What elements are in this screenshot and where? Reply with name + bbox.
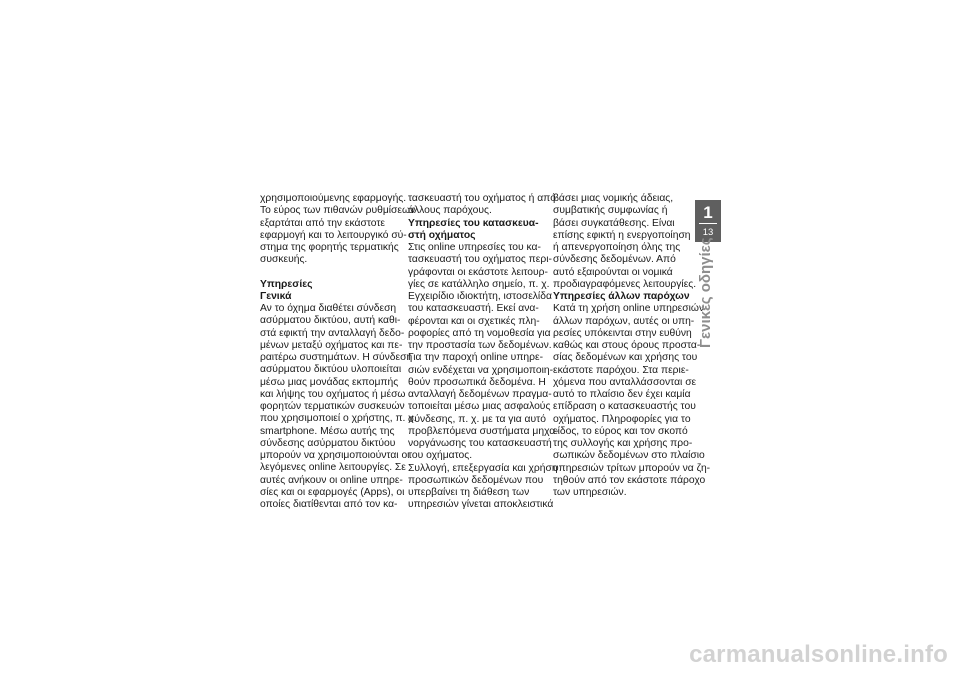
text-line: Για την παροχή online υπηρε- [408,352,544,364]
text-line: Στις online υπηρεσίες του κα- [408,242,541,253]
section-heading: Υπηρεσίες άλλων παρόχων [553,291,690,302]
text-line: τηθούν από τον εκάστοτε πάροχο [553,474,706,486]
text-line: είδος, το εύρος και τον σκοπό [553,425,688,437]
text-line: της συλλογής και χρήσης προ- [553,438,693,449]
text-line: θούν προσωπικά δεδομένα. Η [408,376,546,388]
text-line: χρησιμοποιούμενης εφαρμογής. [260,193,407,204]
text-line: νοργάνωσης του κατασκευαστή [408,438,552,449]
text-line: φορητών τερματικών συσκευών [260,401,405,412]
text-line: υπερβαίνει τη διάθεση των [408,487,530,498]
text-line: αυτό εξαιρούνται οι νομικά [553,266,673,278]
text-line: τοποιείται μέσω μιας ασφαλούς [408,401,551,413]
text-line: σύνδεσης ασύρματου δικτύου [260,437,396,449]
text-line: που χρησιμοποιεί ο χρήστης, π. χ. [260,413,417,425]
text-line: υπηρεσιών τρίτων μπορούν να ζη- [553,462,711,474]
text-line: smartphone. Μέσω αυτής της [260,425,395,437]
chapter-number: 1 [703,203,713,222]
text-line: ανταλλαγή δεδομένων πραγμα- [408,389,552,400]
text-line: Το εύρος των πιθανών ρυθμίσεων [260,205,416,217]
text-line: αυτές ανήκουν οι online υπηρε- [260,474,403,486]
text-line: στημα της φορητής τερματικής [260,242,399,253]
text-line: βάσει συγκατάθεσης. Είναι [553,217,675,229]
text-line: εξαρτάται από την εκάστοτε [260,217,386,229]
text-line: συμβατικής συμφωνίας ή [553,205,668,217]
text-line: σιών ενδέχεται να χρησιμοποιη- [408,364,554,376]
text-line: ασύρματου δικτύου, αυτή καθι- [260,315,401,327]
text-line: τασκευαστή του οχήματος ή από [408,193,557,204]
text-line: Κατά τη χρήση online υπηρεσιών [553,303,705,315]
text-line: γράφονται οι εκάστοτε λειτουρ- [408,266,548,278]
page-number: 13 [702,227,714,238]
text-line: του οχήματος. [408,450,473,462]
text-line: οποίες διατίθενται από τον κα- [260,499,398,510]
text-line: υπηρεσιών γίνεται αποκλειστικά [408,499,554,511]
text-line: την προστασία των δεδομένων. [408,340,552,351]
text-line [260,267,410,279]
text-line: εφαρμογή και το λειτουργικό σύ- [260,229,407,241]
text-line: καθώς και στους όρους προστα- [553,340,701,351]
section-heading: Υπηρεσίες [260,278,313,290]
watermark: carmanualsonline.info [689,641,948,668]
text-line: επίδραση ο κατασκευαστής του [553,401,696,413]
text-line: γίες σε κατάλληλο σημείο, π. χ. [408,278,550,290]
text-line: χόμενα που ανταλλάσσονται σε [553,376,697,388]
text-line: μπορούν να χρησιμοποιούνται οι [260,450,410,461]
text-line: αυτό το πλαίσιο δεν έχει καμία [553,389,691,400]
text-line: ρεσίες υπόκεινται στην ευθύνη [553,327,692,339]
text-line: ή απενεργοποίηση όλης της [553,242,681,253]
text-line: προδιαγραφόμενες λειτουργίες. [553,278,697,290]
text-line: Εγχειρίδιο ιδιοκτήτη, ιστοσελίδα [408,291,552,302]
text-line: Συλλογή, επεξεργασία και χρήση [408,462,558,474]
text-line: λεγόμενες online λειτουργίες. Σε [260,462,406,474]
text-line: προβλεπόμενα συστήματα μηχα- [408,425,559,437]
text-line: σωπικών δεδομένων στο πλαίσιο [553,450,705,462]
text-line: σίες και οι εφαρμογές (Apps), οι [260,486,405,498]
text-line: ροφορίες από τη νομοθεσία για [408,327,551,339]
text-line: επίσης εφικτή η ενεργοποίηση [553,229,691,241]
side-section-title: Γενικές οδηγίες [697,237,714,348]
chapter-tab-divider [699,223,717,224]
text-line: σίας δεδομένων και χρήσης του [553,352,698,364]
chapter-tab [695,200,721,242]
text-line: εκάστοτε παρόχου. Στα περιε- [553,364,689,376]
text-line: ραιτέρω συστημάτων. Η σύνδεση [260,352,413,363]
text-column-1 [260,193,417,511]
text-line: μέσω μιας μονάδας εκπομπής [260,376,399,388]
text-line: φέρονται και οι σχετικές πλη- [408,315,540,327]
text-line: ασύρματου δικτύου υλοποιείται [260,364,402,376]
section-heading: Υπηρεσίες του κατασκευα- [408,217,539,229]
text-line: άλλους παρόχους. [408,205,492,217]
text-line: βάσει μιας νομικής άδειας, [553,193,674,204]
text-line: συσκευής. [260,254,308,266]
text-line: μένων μεταξύ οχήματος και πε- [260,339,403,351]
section-heading: στή οχήματος [408,229,476,241]
text-line: στά εφικτή την ανταλλαγή δεδο- [260,327,405,339]
text-line: σύνδεσης δεδομένων. Από [553,254,676,266]
text-line: και λήψης του οχήματος ή μέσω [260,388,406,400]
text-column-2 [408,193,558,512]
text-line: άλλων παρόχων, αυτές οι υπη- [553,315,695,327]
text-line: τασκευαστή του οχήματος περι- [408,254,552,266]
text-line: Αν το όχημα διαθέτει σύνδεση [260,303,397,314]
section-heading: Γενικά [260,290,292,302]
text-line: οχήματος. Πληροφορίες για το [553,413,691,425]
text-line: προσωπικών δεδομένων που [408,474,544,486]
text-line: του κατασκευαστή. Εκεί ανα- [408,303,539,315]
text-line: των υπηρεσιών. [553,487,627,498]
text-line: σύνδεσης, π. χ. με τα για αυτό [408,413,546,425]
